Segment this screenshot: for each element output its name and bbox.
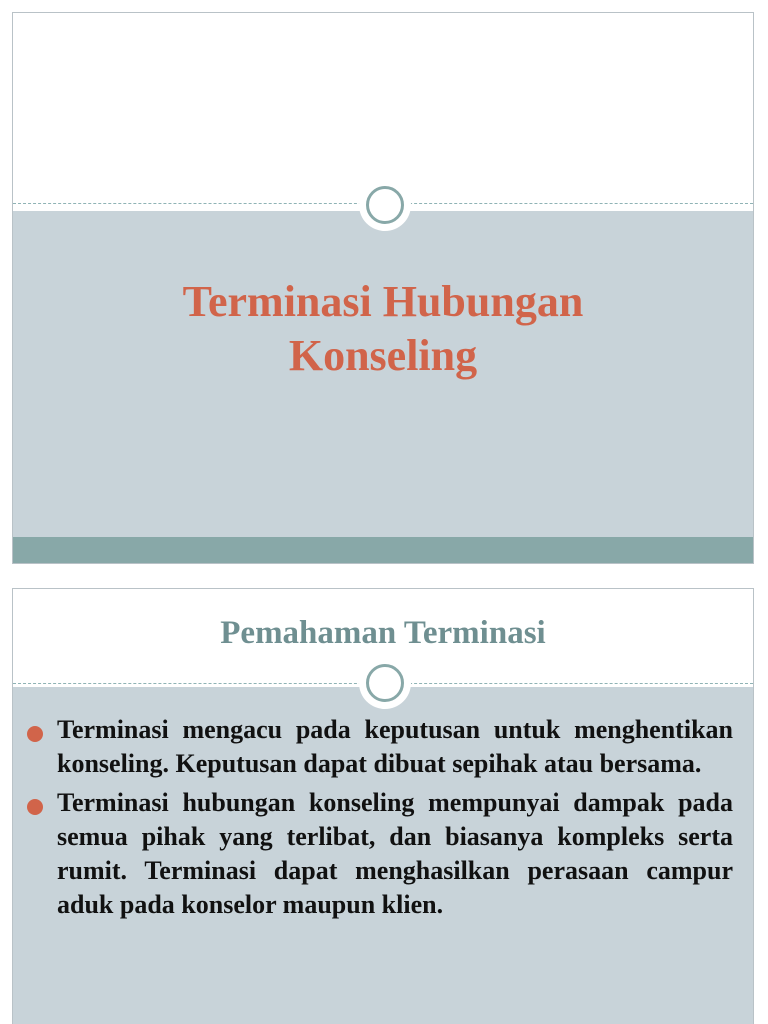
slide-title-line-1: Terminasi Hubungan xyxy=(182,277,584,326)
bullet-text: Terminasi hubungan konseling mempunyai dampak pada semua pihak yang terlibat, dan biasanya kompleks serta rumit. Terminasi dapat menghasilkan perasaan campur aduk pada konselor maupun klien. xyxy=(57,788,733,919)
slide-heading: Pemahaman Terminasi xyxy=(220,615,546,651)
ring-inner xyxy=(366,664,404,702)
bullet-text: Terminasi mengacu pada keputusan untuk menghentikan konseling. Keputusan dapat dibuat sepihak atau bersama. xyxy=(57,715,733,778)
list-item xyxy=(27,713,733,781)
bullet-list xyxy=(27,713,733,927)
slide-title xyxy=(13,275,753,383)
title-slide xyxy=(12,12,754,564)
footer-bar xyxy=(13,537,753,564)
bullet-icon xyxy=(27,799,43,815)
ring-icon xyxy=(359,179,411,231)
ring-inner xyxy=(366,186,404,224)
bullet-icon xyxy=(27,726,43,742)
list-item xyxy=(27,786,733,922)
ring-icon xyxy=(359,657,411,709)
slide-title-line-2: Konseling xyxy=(288,331,478,380)
content-slide xyxy=(12,588,754,1024)
